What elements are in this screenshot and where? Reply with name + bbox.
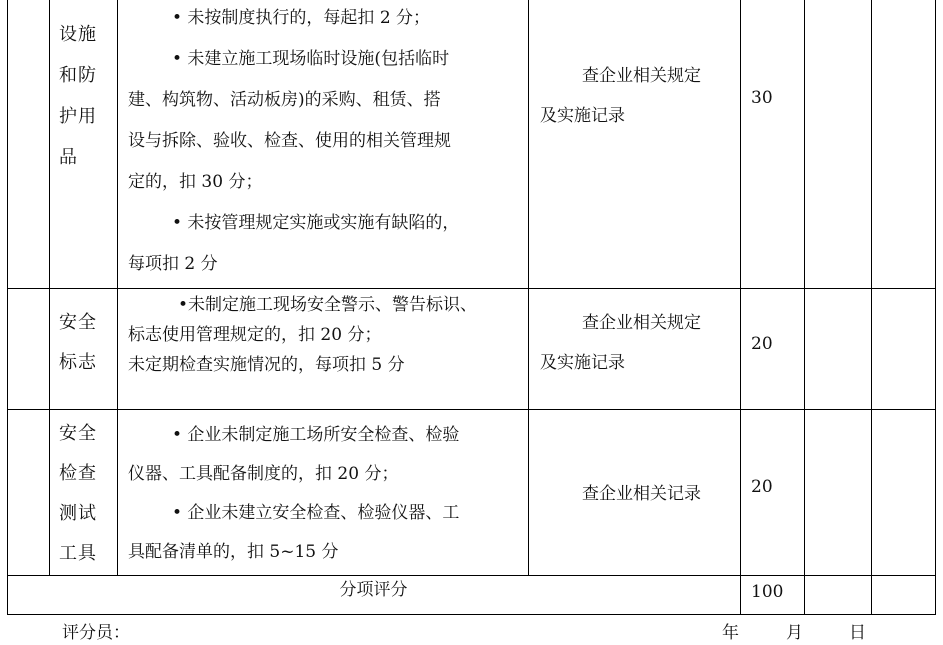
description-line: • 未建立施工现场临时设施(包括临时 (172, 49, 450, 69)
method-line: 及实施记录 (540, 353, 625, 373)
score-cell: 20 (751, 334, 773, 354)
description-line: 设与拆除、验收、检查、使用的相关管理规 (128, 131, 451, 151)
score-cell: 20 (751, 477, 773, 497)
category-cell (59, 414, 111, 574)
table-border-bottom (7, 614, 936, 615)
row-divider (7, 288, 936, 289)
description-cell (128, 0, 528, 285)
description-cell (128, 290, 528, 380)
description-line: • 企业未制定施工场所安全检查、检验 (172, 425, 460, 445)
method-cell (582, 474, 740, 514)
category-line: 工具 (59, 543, 97, 564)
method-cell (540, 303, 740, 383)
description-line: 建、构筑物、活动板房)的采购、租赁、搭 (128, 90, 441, 110)
table-border-right (935, 0, 936, 615)
scorer-label: 评分员： (62, 623, 130, 643)
description-line: 定的，扣 30 分； (128, 172, 263, 192)
score-cell: 30 (751, 88, 773, 108)
description-line: 未定期检查实施情况的，每项扣 5 分 (128, 355, 405, 375)
method-line: 查企业相关规定 (582, 313, 701, 333)
row-divider (7, 575, 936, 576)
description-line: •未制定施工现场安全警示、警告标识、 (178, 295, 478, 315)
description-line: 每项扣 2 分 (128, 254, 218, 274)
date-day: 日 (849, 623, 866, 643)
description-line: • 未按管理规定实施或实施有缺陷的， (172, 213, 460, 233)
description-cell (128, 416, 528, 572)
col-divider (740, 0, 741, 615)
category-line: 和防 (59, 65, 97, 86)
category-line: 安全 (59, 312, 97, 333)
table-border-left (7, 0, 8, 615)
description-line: • 企业未建立安全检查、检验仪器、工 (172, 503, 460, 523)
category-line: 标志 (59, 352, 97, 373)
category-cell (59, 303, 111, 383)
description-line: • 未按制度执行的，每起扣 2 分； (172, 8, 431, 28)
col-divider (871, 0, 872, 615)
category-line: 护用 (59, 106, 97, 127)
category-line: 检查 (59, 463, 97, 484)
category-cell (59, 14, 111, 178)
row-divider (7, 409, 936, 410)
method-line: 查企业相关记录 (582, 484, 701, 504)
total-label: 分项评分 (339, 580, 408, 600)
description-line: 标志使用管理规定的，扣 20 分； (128, 325, 382, 345)
category-line: 品 (59, 147, 78, 168)
description-line: 具配备清单的，扣 5~15 分 (128, 542, 339, 562)
method-cell (540, 56, 740, 136)
total-score: 100 (751, 582, 784, 602)
category-line: 测试 (59, 503, 97, 524)
category-line: 设施 (59, 24, 97, 45)
category-line: 安全 (59, 423, 97, 444)
method-line: 及实施记录 (540, 106, 625, 126)
col-divider (804, 0, 805, 615)
date-month: 月 (786, 623, 803, 643)
date-year: 年 (722, 623, 739, 643)
scoring-table (7, 0, 936, 615)
description-line: 仪器、工具配备制度的，扣 20 分； (128, 464, 399, 484)
method-line: 查企业相关规定 (582, 66, 701, 86)
